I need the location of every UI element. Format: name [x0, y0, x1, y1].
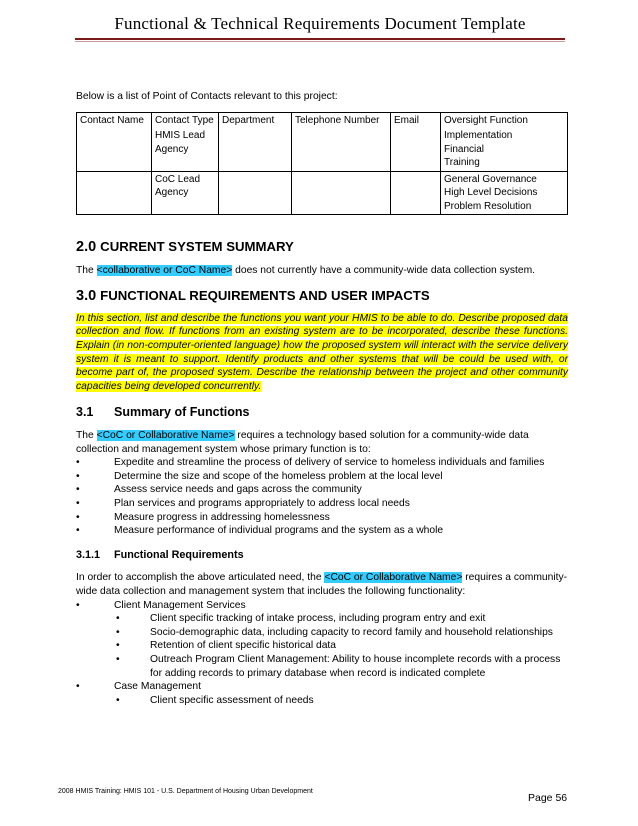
oversight-item: Problem Resolution [444, 200, 532, 212]
header-rule-thin [75, 41, 565, 42]
section-heading-functional-requirements: 3.0 FUNCTIONAL REQUIREMENTS AND USER IMPACTS [76, 288, 430, 305]
subsection-heading-summary: 3.1 Summary of Functions [76, 405, 250, 420]
col-oversight: Oversight Function [441, 112, 568, 128]
header-rule [75, 38, 565, 40]
contacts-table [76, 112, 568, 216]
col-telephone: Telephone Number [292, 112, 391, 128]
list-item: • Expedite and streamline the process of delivery of service to homeless individuals and families [76, 456, 568, 470]
list-item: • Plan services and programs appropriately to address local needs [76, 497, 568, 511]
summary-paragraph: The <CoC or Collaborative Name> requires a technology based solution for a community-wide data collection and management system whose primary function is to: [76, 430, 529, 455]
list-item: • Measure progress in addressing homelessness [76, 511, 568, 525]
list-item: • Outreach Program Client Management: Ability to house incomplete records with a process for adding records to primary database when record is indicated complete [76, 653, 568, 680]
col-email: Email [391, 112, 441, 128]
functional-requirements-paragraph: In order to accomplish the above articulated need, the <CoC or Collaborative Name> requires a community-wide data collection and management system that includes the following functionality: [76, 572, 568, 597]
col-contact-name: Contact Name [77, 112, 152, 128]
list-item: • Client specific tracking of intake process, including program entry and exit [76, 612, 568, 626]
oversight-item: Financial [444, 143, 485, 155]
contact-type-cell: HMIS Lead Agency [152, 128, 219, 171]
oversight-item: Implementation [444, 130, 513, 142]
list-item: • Measure performance of individual programs and the system as a whole [76, 524, 568, 538]
contacts-table-header-row [77, 112, 568, 128]
oversight-item: General Governance [444, 173, 537, 185]
col-department: Department [219, 112, 292, 128]
list-item: • Client Management Services [76, 599, 568, 613]
list-item: • Client specific assessment of needs [76, 694, 568, 708]
list-item: • Case Management [76, 680, 568, 694]
page-number: Page 56 [528, 792, 568, 804]
functional-bullet-list [76, 680, 568, 694]
placeholder-highlight: <CoC or Collaborative Name> [324, 572, 463, 584]
placeholder-highlight: <collaborative or CoC Name> [96, 264, 233, 276]
contacts-intro: Below is a list of Point of Contacts relevant to this project: [76, 91, 338, 102]
footer-text: 2008 HMIS Training: HMIS 101 - U.S. Department of Housing Urban Development [58, 788, 313, 795]
col-contact-type: Contact Type [152, 112, 219, 128]
sub-bullet-list [76, 694, 568, 708]
functional-bullet-list [76, 599, 568, 613]
list-item: • Determine the size and scope of the homeless problem at the local level [76, 470, 568, 484]
page-header-title: Functional & Technical Requirements Document Template [114, 14, 526, 33]
table-row [77, 128, 568, 171]
oversight-cell [441, 171, 568, 215]
list-item: • Retention of client specific historical data [76, 639, 568, 653]
oversight-item: High Level Decisions [444, 187, 538, 199]
current-system-paragraph: The <collaborative or CoC Name> does not currently have a community-wide data collection system. [76, 264, 536, 276]
list-item: • Socio-demographic data, including capacity to record family and household relationships [76, 626, 568, 640]
sub-bullet-list [76, 612, 568, 680]
subsection-heading-functional-requirements: 3.1.1 Functional Requirements [76, 548, 244, 561]
placeholder-highlight: <CoC or Collaborative Name> [96, 430, 235, 442]
oversight-item: Training [444, 157, 480, 169]
section-heading-current-system: 2.0 CURRENT SYSTEM SUMMARY [76, 239, 294, 256]
document-body [76, 90, 568, 707]
oversight-cell [441, 128, 568, 171]
instructions-paragraph: In this section, list and describe the functions you want your HMIS to be able to do. Describe proposed data collection and flow. If functions from an existing system are to be incorporated, describe these functions. Explain (in non-computer-oriented language) how the proposed system will interact with the service delivery system it is meant to support. Identify products and other systems that will be could be used with, or become part of, the proposed system. Describe the relationship between the project and other community capacities being developed concurrently. [76, 312, 568, 392]
contact-type-cell: CoC Lead Agency [152, 171, 219, 215]
list-item: • Assess service needs and gaps across the community [76, 483, 568, 497]
summary-bullet-list [76, 456, 568, 538]
table-row [77, 171, 568, 215]
